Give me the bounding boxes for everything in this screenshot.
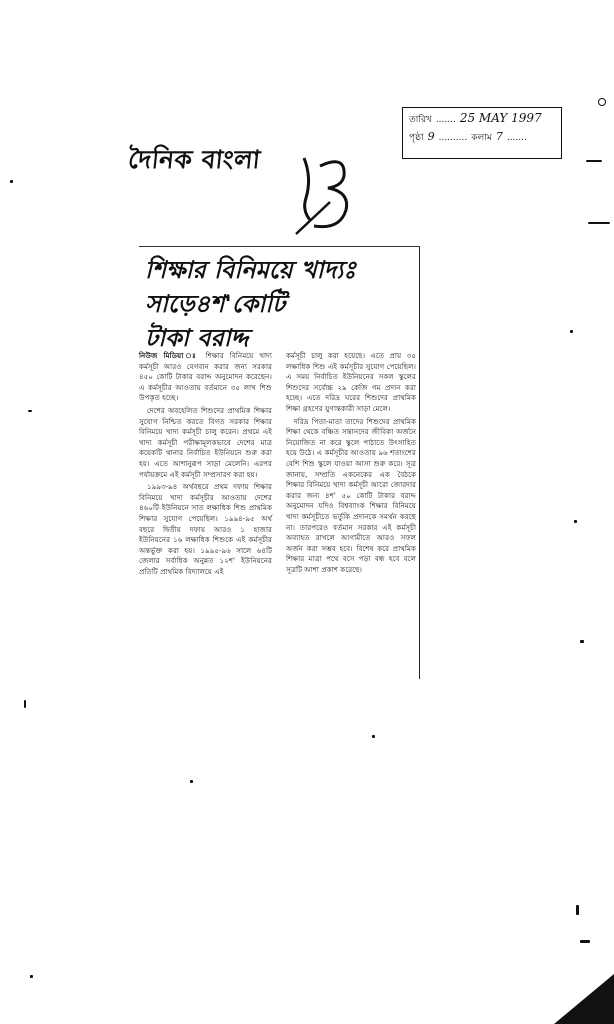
scan-speck xyxy=(190,780,193,783)
headline-line: সাড়ে৪শ'কোটি xyxy=(145,290,286,318)
scan-speck xyxy=(574,520,577,523)
article-headline xyxy=(145,253,407,355)
article-clipping xyxy=(139,246,420,679)
article-paragraph: দরিদ্র পিতা-মাতা তাদের শিশুদের প্রাথমিক শিক্ষা থেকে বঞ্চিত সন্তানদের জীবিকা অর্জনে নিয়োজিত না করে স্কুলে পাঠাতে উৎসাহিত হয়ে উঠে। এ কর্মসূচীর আওতায় ৯৬ শতাংশের বেশি শিশু স্কুলে যাওয়া আসা শুরু করে। সূত্র জানায়, সম্প্রতি একনেকের এক বৈঠকে শিক্ষার বিনিময়ে খাদ্য কর্মসূচী আরো জোরদার করার জন্য ৪শ' ৫০ কোটি টাকার বরাদ্দ অনুমোদন যদিও বিশ্বব্যাংক শিক্ষার বিনিময়ে খাদ্য কর্মসূচীতে ভর্তুকি প্রদানকে সমর্থন করছে না। তারপরেও বর্তমান সরকার এই কর্মসূচী অব্যাহত রাখলে আগামীতে আরও সফল অর্জন করা সম্ভব হবে। বিশেষ করে প্রাথমিক শিক্ষার মাত্রা পথে বসে পড়া বন্ধ হবে বলে সূত্রটি আশা প্রকাশ করেছে। xyxy=(286,416,416,574)
newspaper-name: দৈনিক বাংলা xyxy=(126,145,263,174)
article-column-left xyxy=(139,351,272,579)
scan-speck xyxy=(586,160,602,162)
headline-line: শিক্ষার বিনিময়ে খাদ্যঃ xyxy=(145,256,356,284)
scan-speck xyxy=(570,330,573,333)
article-paragraph: কর্মসূচী চালু করা হয়েছে। এতে প্রায় ৩৫ লক্ষাধিক শিশু এই কর্মসূচীর সুযোগ পেয়েছিল। এ সময় নির্বাচিত ইউনিয়নের সকল স্কুলের শিশুদের সর্বোচ্চ ২৯ কেজি গম প্রদান করা হচ্ছে। এতে দরিদ্র ঘরের শিশুদের প্রাথমিক শিক্ষা গ্রহণের যুগান্তকারী সাড়া মেলে। xyxy=(286,351,416,413)
article-paragraph-text: শিক্ষার বিনিময়ে খাদ্য কর্মসূচী আরও বেগবান করার জন্য সরকার ৪৫০ কোটি টাকার বরাদ্দ অনুমোদন করেছেন। এ কর্মসূচীর আওতায় বর্তমানে ৩৫ লাখ শিশু উপকৃত হচ্ছে। xyxy=(139,351,272,403)
article-paragraph: দেশের অবহেলিত শিশুদের প্রাথমিক শিক্ষার সুযোগ নিশ্চিত করতে বিগত সরকার শিক্ষার বিনিময়ে খাদ্য কর্মসূচী চালু করেন। প্রথমে এই খাদ্য কর্মসূচী পরীক্ষামূলকভাবে দেশের মাত্র কয়েকটি থানার নির্বাচিত ইউনিয়নে শুরু করা হয়। এতে আশানুরূপ সাড়া মেলেনি। এরপর পর্যায়ক্রমে এই কর্মসূচী সম্প্রসারণ করা হয়। xyxy=(139,405,272,479)
scan-speck xyxy=(28,410,32,412)
scan-speck xyxy=(580,940,590,943)
scan-speck xyxy=(10,180,13,183)
stamp-date-value: 25 MAY 1997 xyxy=(459,111,542,125)
scan-speck xyxy=(580,640,584,643)
article-byline: নিউজ মিডিয়া ঃ xyxy=(139,351,200,360)
stamp-page-row: পৃষ্ঠা 9 .......... কলাম 7 ....... xyxy=(409,130,527,143)
article-paragraph: ১৯৯৩-৯৪ অর্থবছরে প্রথম দফায় শিক্ষার বিনিময়ে খাদ্য কর্মসূচীর আওতায় দেশের ৪৬০টি ইউনিয়নে সাত লক্ষাধিক শিশু প্রাথমিক শিক্ষার সুযোগ পেয়েছিল। ১৯৯৪-৯৫ অর্থ বছরে দ্বিতীয় দফায় আরও ১ হাজার ইউনিয়নের ১৬ লক্ষাধিক শিশুকে এই কর্মসূচীর অন্তর্ভুক্ত করা হয়। ১৯৯৫-৯৬ সালে ৬৪টি জেলার সর্বাধিক অনুন্নত ১২শ' ইউনিয়নের প্রতিটি প্রাথমিক বিদ্যালয়ে এই xyxy=(139,482,272,576)
stamp-column-label: কলাম xyxy=(471,133,492,143)
stamp-date-row: তারিখ ....... 25 MAY 1997 xyxy=(409,111,542,125)
scan-speck xyxy=(598,98,606,106)
scan-speck xyxy=(576,905,579,915)
article-column-right xyxy=(286,351,416,577)
scan-speck xyxy=(30,975,33,978)
scan-speck xyxy=(588,222,610,224)
scan-speck xyxy=(372,735,375,738)
stamp-page-value: 9 xyxy=(427,130,435,143)
page-corner-shadow xyxy=(534,964,614,1024)
stamp-page-label: পৃষ্ঠা xyxy=(409,133,424,143)
stamp-date-label: তারিখ xyxy=(409,115,432,125)
article-paragraph xyxy=(139,351,272,404)
date-page-stamp xyxy=(402,107,562,159)
stamp-column-value: 7 xyxy=(495,130,503,143)
scan-speck xyxy=(24,700,26,708)
headline-line: টাকা বরাদ্দ xyxy=(145,324,249,352)
handwritten-number-mark xyxy=(284,148,364,238)
